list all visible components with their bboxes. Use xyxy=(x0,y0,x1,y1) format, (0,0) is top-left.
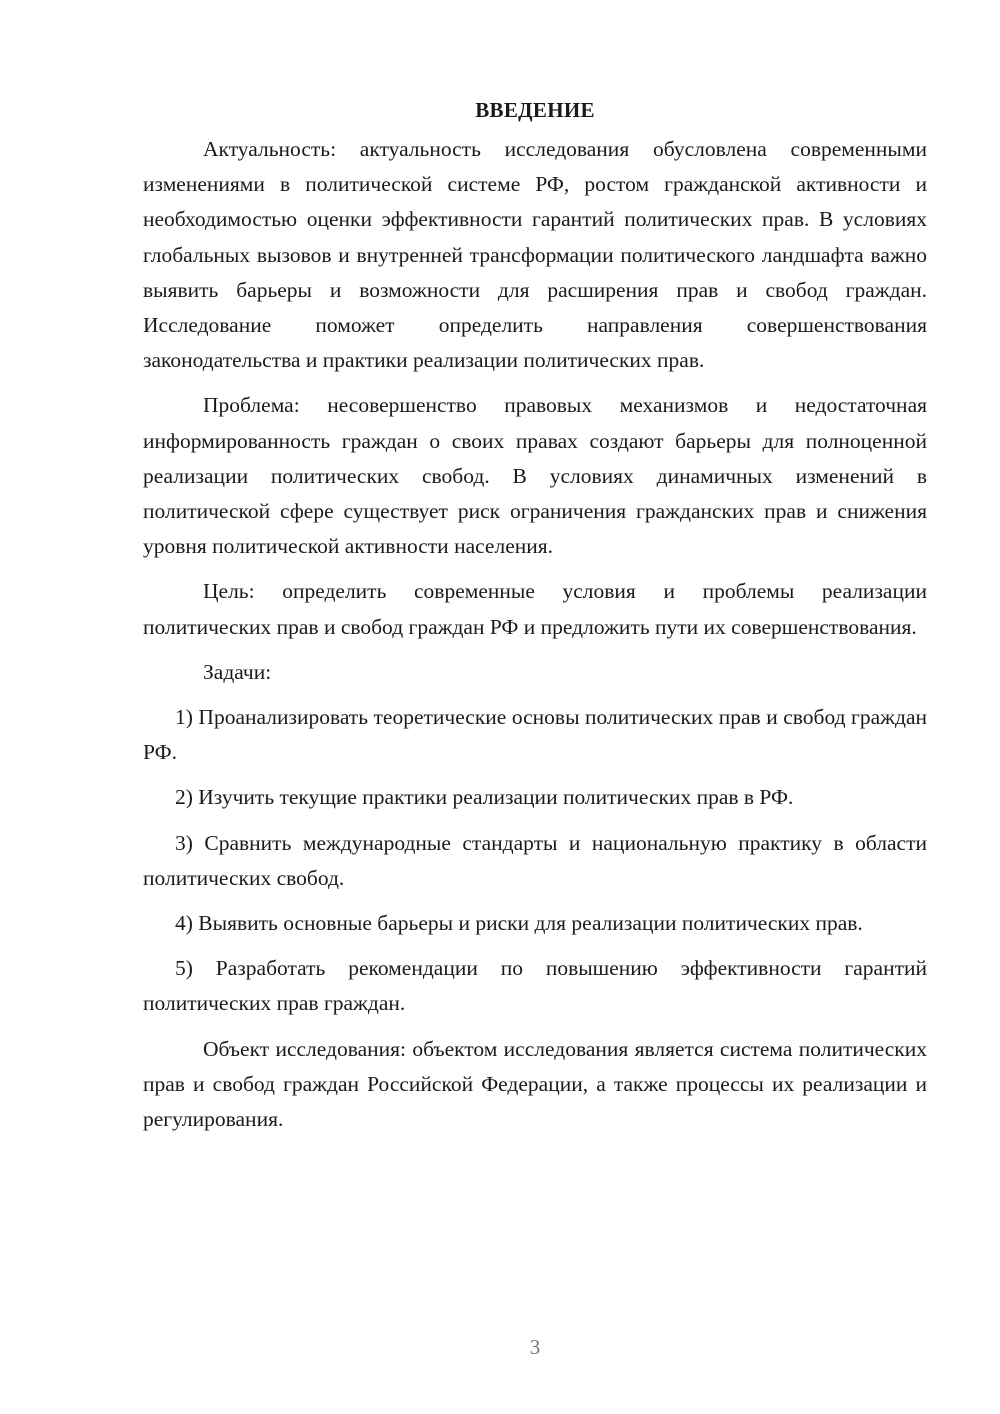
task-item-4: 4) Выявить основные барьеры и риски для реализации политических прав. xyxy=(175,911,863,936)
tasks-heading: Задачи: xyxy=(203,659,272,684)
page-number: 3 xyxy=(529,1335,541,1359)
goal-paragraph: Цель: определить современные условия и проблемы реализации политических прав и свобод граждан РФ и предложить пути их совершенствования. xyxy=(143,579,927,639)
problem-paragraph: Проблема: несовершенство правовых механизмов и недостаточная информированность граждан о своих правах создают барьеры для полноценной реализации политических свобод. В условиях динамичных изменений в политической сфере существует риск ограничения гражданских прав и снижения уровня политической активности населения. xyxy=(143,393,927,559)
task-item-1: 1) Проанализировать теоретические основы политических прав и свобод граждан РФ. xyxy=(143,705,927,765)
task-item-3: 3) Сравнить международные стандарты и национальную практику в области политических свобод. xyxy=(143,830,927,890)
document-body xyxy=(143,96,927,1137)
task-item-5: 5) Разработать рекомендации по повышению эффективности гарантий политических прав граждан. xyxy=(143,956,927,1016)
object-paragraph: Объект исследования: объектом исследования является система политических прав и свобод граждан Российской Федерации, а также процессы их реализации и регулирования. xyxy=(143,1036,927,1132)
task-item-2: 2) Изучить текущие практики реализации политических прав в РФ. xyxy=(175,785,794,810)
section-title: ВВЕДЕНИЕ xyxy=(475,98,595,122)
relevance-paragraph: Актуальность: актуальность исследования обусловлена современными изменениями в политической системе РФ, ростом гражданской активности и необходимостью оценки эффективности гарантий политических прав. В условиях глобальных вызовов и внутренней трансформации политического ландшафта важно выявить барьеры и возможности для расширения прав и свобод граждан. Исследование поможет определить направления совершенствования законодательства и практики реализации политических прав. xyxy=(143,137,927,373)
